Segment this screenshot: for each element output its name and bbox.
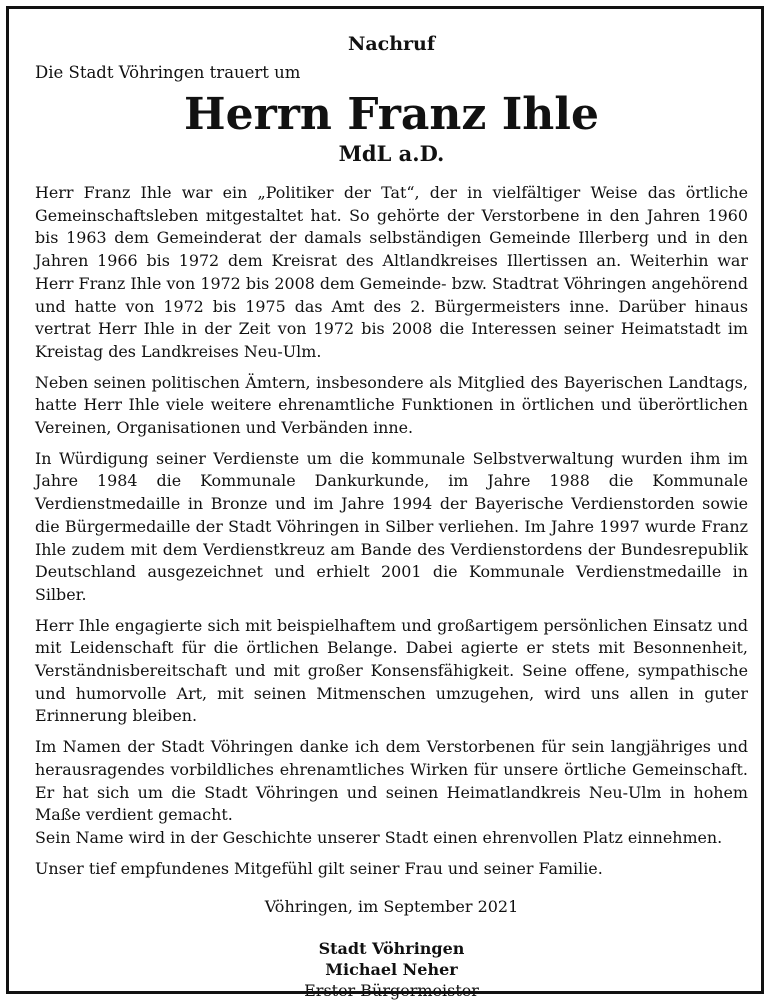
paragraph-engagement: Herr Ihle engagierte sich mit beispielhaftem und großartigem persönlichen Einsatz und mit Leidenschaft für die örtlichen Belange. Dabei agierte er stets mit Besonnenheit, Verständnisbereitschaft und mit großer Konsensfähigkeit. Seine offene, sympathische und humorvolle Art, mit seinen Mitmenschen umzugehen, wird uns allen in guter Erinnerung bleiben.: [35, 615, 748, 726]
paragraph-career: Herr Franz Ihle war ein „Politiker der Tat“, der in vielfältiger Weise das örtliche Gemeinschaftsleben mitgestaltet hat. So gehörte der Verstorbene in den Jahren 1960 bis 1963 dem Gemeinderat der damals selbständigen Gemeinde Illerberg und in den Jahren 1966 bis 1972 dem Kreisrat des Altlandkreises Illertissen an. Weiterhin war Herr Franz Ihle von 1972 bis 2008 dem Gemeinde- bzw. Stadtrat Vöhringen angehörend und hatte von 1972 bis 1975 das Amt des 2. Bürgermeisters inne. Darüber hinaus vertrat Herr Ihle in der Zeit von 1972 bis 2008 die Interessen seiner Heimatstadt im Kreistag des Landkreises Neu-Ulm.: [35, 183, 748, 361]
place-date: Vöhringen, im September 2021: [264, 897, 519, 917]
signature-person: Michael Neher: [325, 960, 458, 980]
paragraph-thanks: Im Namen der Stadt Vöhringen danke ich dem Verstorbenen für sein langjähriges und herausragendes vorbildliches ehrenamtliches Wirken für unsere örtliche Gemeinschaft. Er hat sich um die Stadt Vöhringen und seinen Heimatlandkreis Neu-Ulm in hohem Maße verdient gemacht.: [35, 737, 748, 825]
paragraph-legacy: Sein Name wird in der Geschichte unserer Stadt einen ehrenvollen Platz einnehmen.: [35, 827, 723, 847]
obituary-frame: [6, 6, 764, 1001]
deceased-title: MdL a.D.: [338, 141, 445, 166]
notice-intro: Die Stadt Vöhringen trauert um: [35, 63, 301, 82]
paragraph-condolence: Unser tief empfundenes Mitgefühl gilt seiner Frau und seiner Familie.: [35, 858, 603, 878]
notice-heading: Nachruf: [347, 33, 436, 55]
deceased-name: Herrn Franz Ihle: [184, 89, 599, 140]
signature-organization: Stadt Vöhringen: [318, 939, 465, 959]
paragraph-functions: Neben seinen politischen Ämtern, insbesondere als Mitglied des Bayerischen Landtags, hatte Herr Ihle viele weitere ehrenamtliche Funktionen in örtlichen und überörtlichen Vereinen, Organisationen und Verbänden inne.: [35, 372, 748, 438]
signature-role: Erster Bürgermeister: [304, 981, 479, 1001]
obituary-content: [35, 31, 748, 1001]
paragraph-honors: In Würdigung seiner Verdienste um die kommunale Selbstverwaltung wurden ihm im Jahre 1984 die Kommunale Dankurkunde, im Jahre 1988 die Kommunale Verdienstmedaille in Bronze und im Jahre 1994 der Bayerische Verdienstorden sowie die Bürgermedaille der Stadt Vöhringen in Silber verliehen. Im Jahre 1997 wurde Franz Ihle zudem mit dem Verdienstkreuz am Bande des Verdienstordens der Bundesrepublik Deutschland ausgezeichnet und erhielt 2001 die Kommunale Verdienstmedaille in Silber.: [35, 448, 748, 604]
